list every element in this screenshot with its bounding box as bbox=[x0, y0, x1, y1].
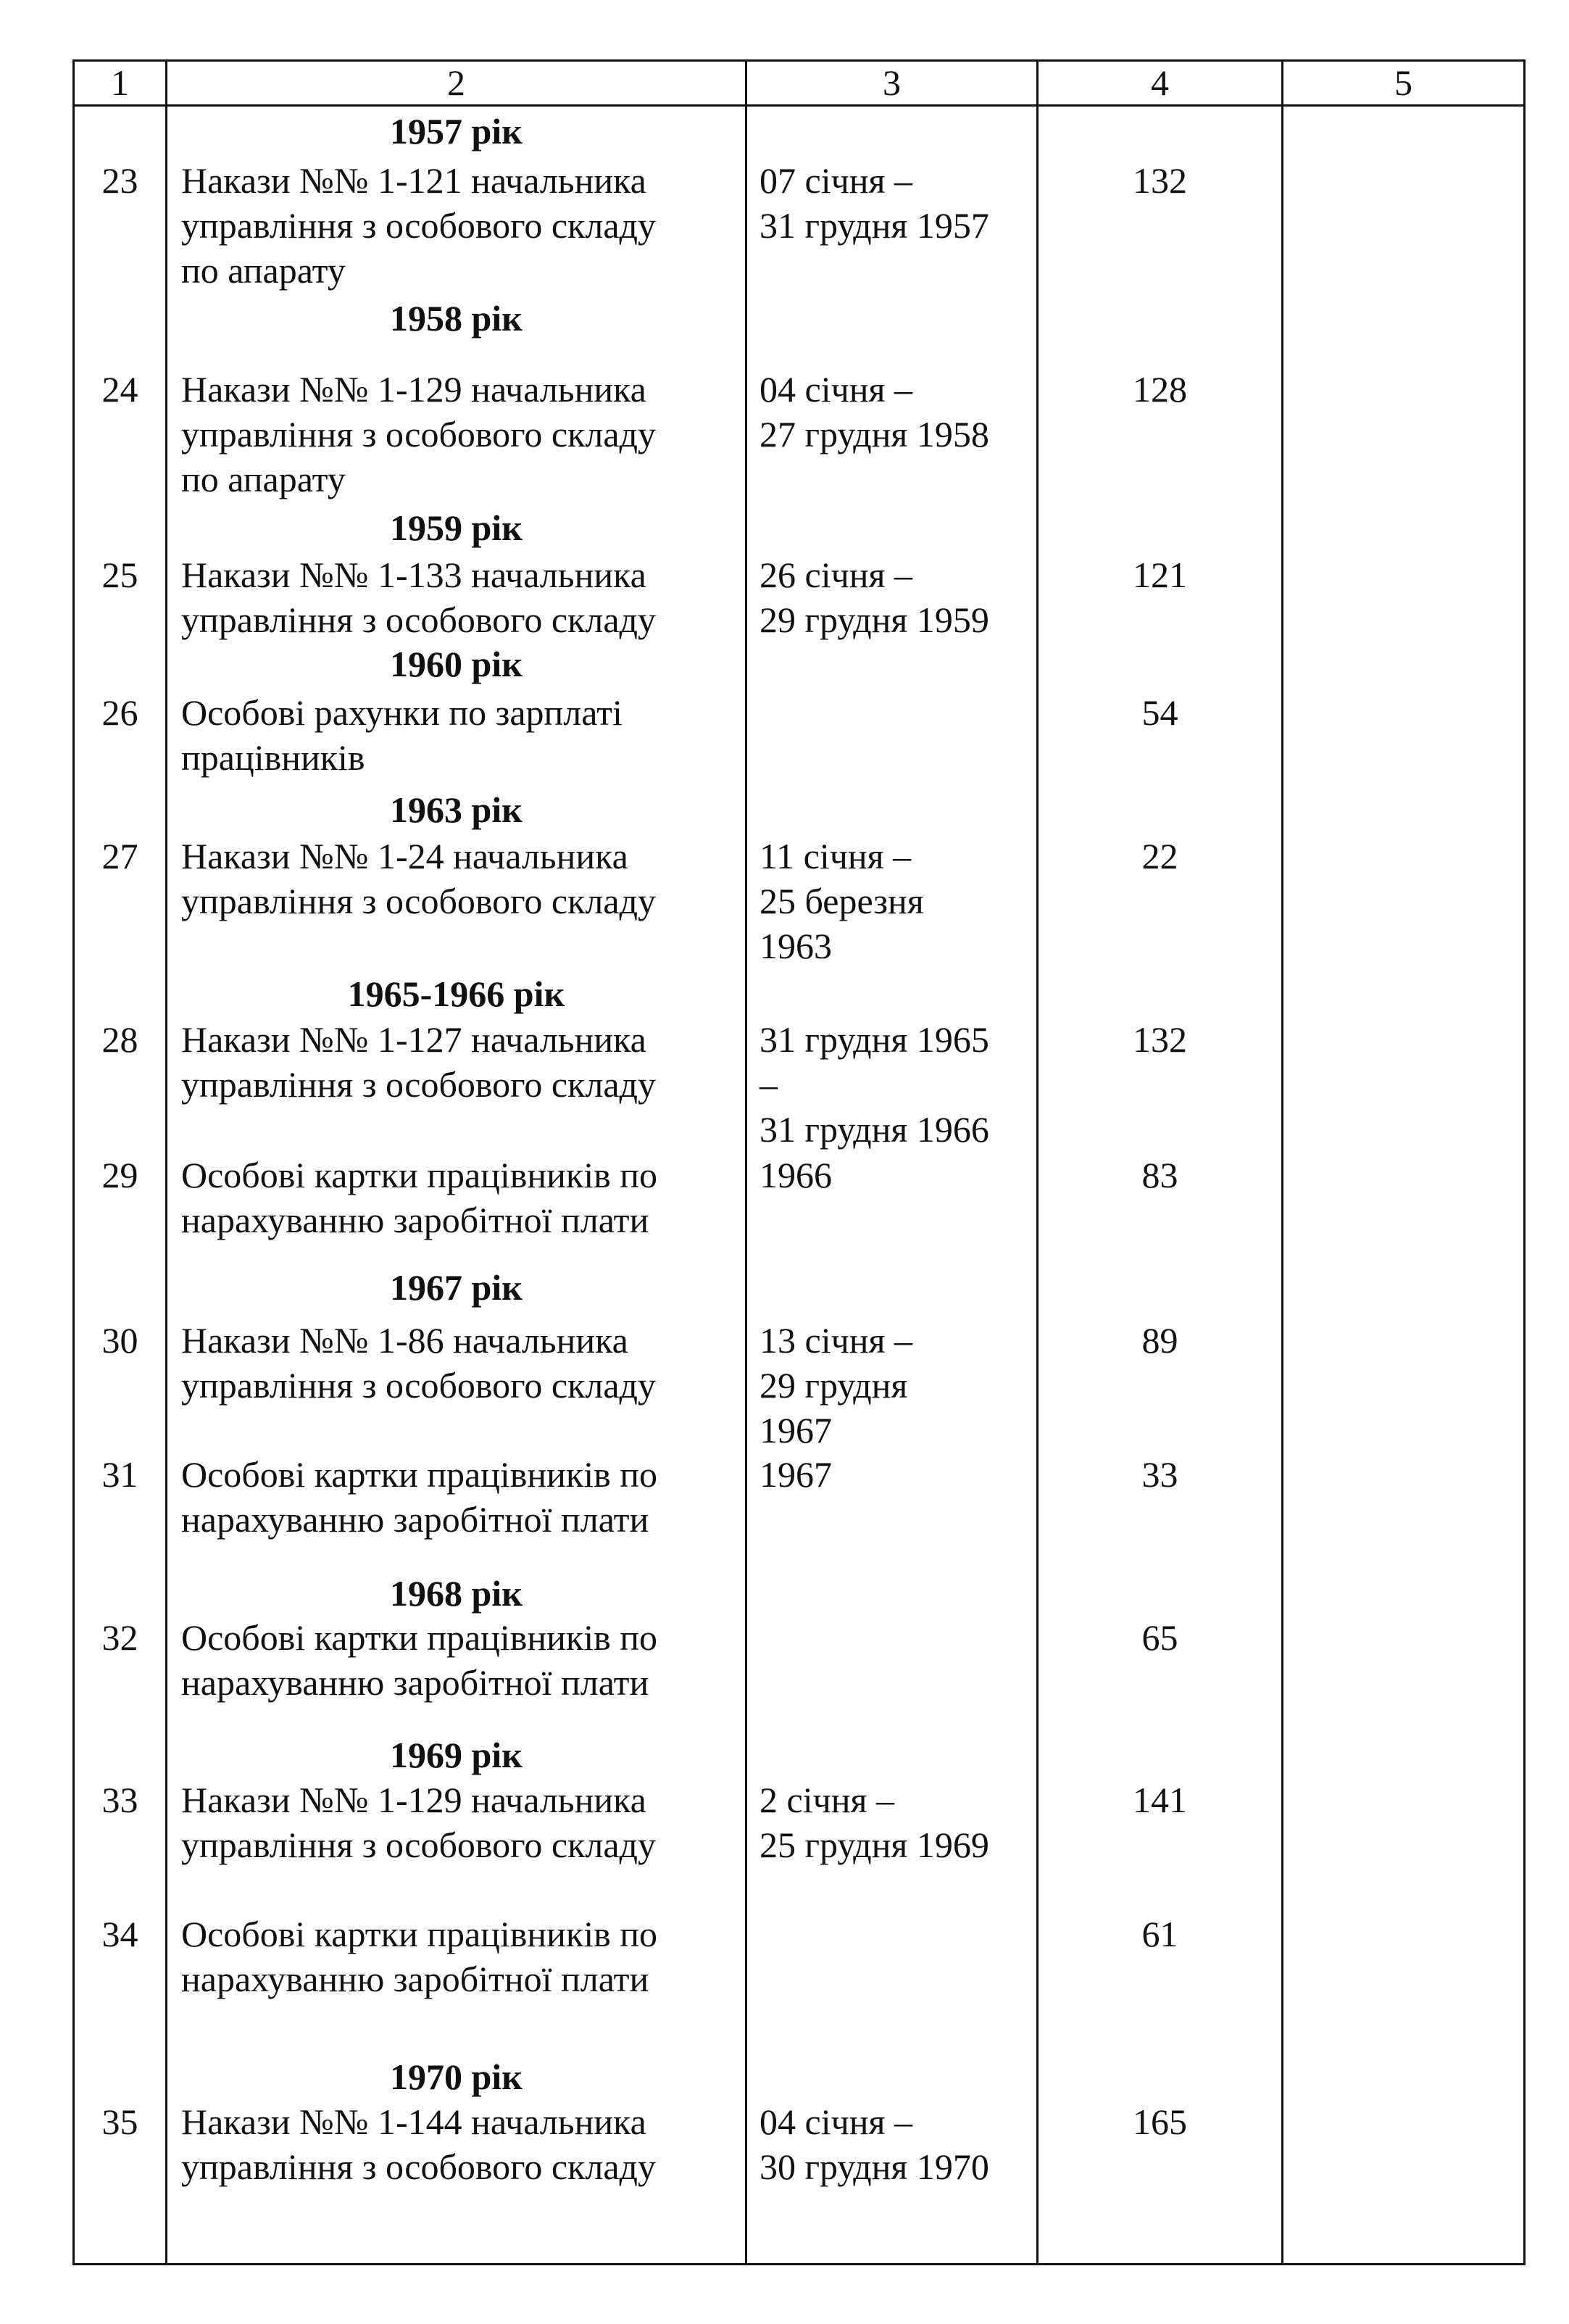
row-dates-line: 27 грудня 1958 bbox=[759, 414, 989, 455]
header-divider bbox=[72, 104, 1526, 107]
header-col-3: 3 bbox=[883, 62, 901, 103]
row-number: 30 bbox=[101, 1320, 138, 1361]
year-heading: 1957 рік bbox=[389, 111, 523, 152]
row-title-line: Особові картки працівників по bbox=[181, 1914, 657, 1954]
row-count: 22 bbox=[1141, 836, 1178, 876]
row-count: 141 bbox=[1133, 1780, 1187, 1820]
year-heading: 1960 рік bbox=[389, 644, 523, 684]
row-number: 34 bbox=[101, 1914, 138, 1954]
row-title-line: нарахуванню заробітної плати bbox=[181, 1200, 649, 1240]
row-number: 35 bbox=[101, 2101, 138, 2142]
row-title bbox=[181, 1017, 656, 1107]
row-title-line: Накази №№ 1-129 начальника bbox=[181, 1780, 646, 1820]
row-title bbox=[181, 1777, 656, 1867]
row-count: 65 bbox=[1141, 1617, 1178, 1658]
row-dates-line: 13 січня – bbox=[759, 1320, 912, 1361]
row-title-line: Накази №№ 1-144 начальника bbox=[181, 2101, 646, 2142]
row-count: 89 bbox=[1141, 1320, 1178, 1361]
row-dates-line: 1963 bbox=[759, 926, 832, 966]
row-dates bbox=[759, 1452, 832, 1497]
row-dates-line: 04 січня – bbox=[759, 369, 912, 410]
year-heading: 1969 рік bbox=[389, 1735, 523, 1775]
row-title-line: управління з особового складу bbox=[181, 1825, 656, 1865]
row-title bbox=[181, 690, 623, 780]
row-title-line: по апарату bbox=[181, 459, 346, 499]
row-number: 26 bbox=[101, 692, 138, 733]
column-divider bbox=[745, 59, 747, 2265]
row-count: 132 bbox=[1133, 1019, 1187, 1060]
year-heading: 1959 рік bbox=[389, 507, 523, 548]
header-col-1: 1 bbox=[111, 62, 129, 103]
row-dates bbox=[759, 552, 989, 642]
row-dates-line: 26 січня – bbox=[759, 555, 912, 595]
row-title bbox=[181, 1912, 657, 2001]
row-count: 33 bbox=[1141, 1454, 1178, 1495]
row-number: 31 bbox=[101, 1454, 138, 1495]
row-title-line: працівників bbox=[181, 737, 365, 778]
row-dates-line: 1967 bbox=[759, 1410, 832, 1451]
row-title-line: управління з особового складу bbox=[181, 599, 656, 640]
row-title bbox=[181, 1153, 657, 1242]
row-number: 25 bbox=[101, 555, 138, 595]
row-dates bbox=[759, 2099, 989, 2189]
header-col-2: 2 bbox=[447, 62, 465, 103]
row-count: 128 bbox=[1133, 369, 1187, 410]
row-count: 61 bbox=[1141, 1914, 1178, 1954]
row-count: 121 bbox=[1133, 555, 1187, 595]
row-title bbox=[181, 158, 656, 293]
row-title-line: управління з особового складу bbox=[181, 205, 656, 246]
row-dates-line: 04 січня – bbox=[759, 2101, 912, 2142]
row-title-line: нарахуванню заробітної плати bbox=[181, 1959, 649, 1999]
row-title bbox=[181, 552, 656, 642]
row-title bbox=[181, 834, 656, 924]
row-dates-line: 31 грудня 1957 bbox=[759, 205, 989, 246]
row-title-line: Особові картки працівників по bbox=[181, 1617, 657, 1658]
row-title bbox=[181, 1452, 657, 1542]
row-dates bbox=[759, 1777, 989, 1867]
year-heading: 1958 рік bbox=[389, 298, 523, 339]
row-title-line: Особові картки працівників по bbox=[181, 1454, 657, 1495]
year-heading: 1968 рік bbox=[389, 1573, 523, 1614]
row-dates-line: 31 грудня 1965 bbox=[759, 1019, 989, 1060]
year-heading: 1967 рік bbox=[389, 1267, 523, 1308]
row-title-line: управління з особового складу bbox=[181, 1365, 656, 1406]
row-count: 83 bbox=[1141, 1155, 1178, 1195]
row-title-line: Особові рахунки по зарплаті bbox=[181, 692, 623, 733]
row-title-line: управління з особового складу bbox=[181, 2146, 656, 2187]
row-title-line: управління з особового складу bbox=[181, 414, 656, 455]
header-col-4: 4 bbox=[1151, 62, 1169, 103]
row-dates-line: 07 січня – bbox=[759, 160, 912, 201]
row-title bbox=[181, 2099, 656, 2189]
row-title bbox=[181, 1318, 656, 1408]
row-dates bbox=[759, 1017, 989, 1152]
row-dates-line: 29 грудня bbox=[759, 1365, 908, 1406]
row-title-line: управління з особового складу bbox=[181, 881, 656, 921]
row-title-line: нарахуванню заробітної плати bbox=[181, 1662, 649, 1703]
header-col-5: 5 bbox=[1394, 62, 1412, 103]
row-count: 165 bbox=[1133, 2101, 1187, 2142]
row-dates bbox=[759, 158, 989, 248]
row-number: 33 bbox=[101, 1780, 138, 1820]
column-divider bbox=[1281, 59, 1283, 2265]
year-heading: 1970 рік bbox=[389, 2057, 523, 2097]
row-title bbox=[181, 1615, 657, 1705]
row-dates bbox=[759, 367, 989, 457]
year-heading: 1965-1966 рік bbox=[347, 974, 565, 1014]
column-divider bbox=[165, 59, 167, 2265]
row-title-line: Накази №№ 1-86 начальника bbox=[181, 1320, 628, 1361]
row-title-line: нарахуванню заробітної плати bbox=[181, 1499, 649, 1540]
row-title-line: Накази №№ 1-121 начальника bbox=[181, 160, 646, 201]
row-dates-line: 2 січня – bbox=[759, 1780, 894, 1820]
row-title-line: Накази №№ 1-129 начальника bbox=[181, 369, 646, 410]
year-heading: 1963 рік bbox=[389, 789, 523, 830]
row-dates-line: 29 грудня 1959 bbox=[759, 599, 989, 640]
row-dates-line: 25 березня bbox=[759, 881, 924, 921]
row-title-line: Накази №№ 1-133 начальника bbox=[181, 555, 646, 595]
row-number: 28 bbox=[101, 1019, 138, 1060]
row-dates-line: 30 грудня 1970 bbox=[759, 2146, 989, 2187]
row-number: 29 bbox=[101, 1155, 138, 1195]
row-dates bbox=[759, 1153, 832, 1198]
row-count: 132 bbox=[1133, 160, 1187, 201]
row-title-line: по апарату bbox=[181, 250, 346, 291]
row-number: 32 bbox=[101, 1617, 138, 1658]
row-number: 27 bbox=[101, 836, 138, 876]
row-dates-line: 31 грудня 1966 bbox=[759, 1109, 989, 1150]
row-title bbox=[181, 367, 656, 502]
row-title-line: Особові картки працівників по bbox=[181, 1155, 657, 1195]
row-dates-line: 25 грудня 1969 bbox=[759, 1825, 989, 1865]
row-title-line: Накази №№ 1-127 начальника bbox=[181, 1019, 646, 1060]
row-number: 24 bbox=[101, 369, 138, 410]
row-title-line: Накази №№ 1-24 начальника bbox=[181, 836, 628, 876]
row-count: 54 bbox=[1141, 692, 1178, 733]
row-dates bbox=[759, 834, 924, 968]
row-dates-line: – bbox=[759, 1064, 778, 1105]
row-dates bbox=[759, 1318, 912, 1453]
row-dates-line: 11 січня – bbox=[759, 836, 912, 876]
row-number: 23 bbox=[101, 160, 138, 201]
row-title-line: управління з особового складу bbox=[181, 1064, 656, 1105]
row-dates-line: 1967 bbox=[759, 1454, 832, 1495]
row-dates-line: 1966 bbox=[759, 1155, 832, 1195]
